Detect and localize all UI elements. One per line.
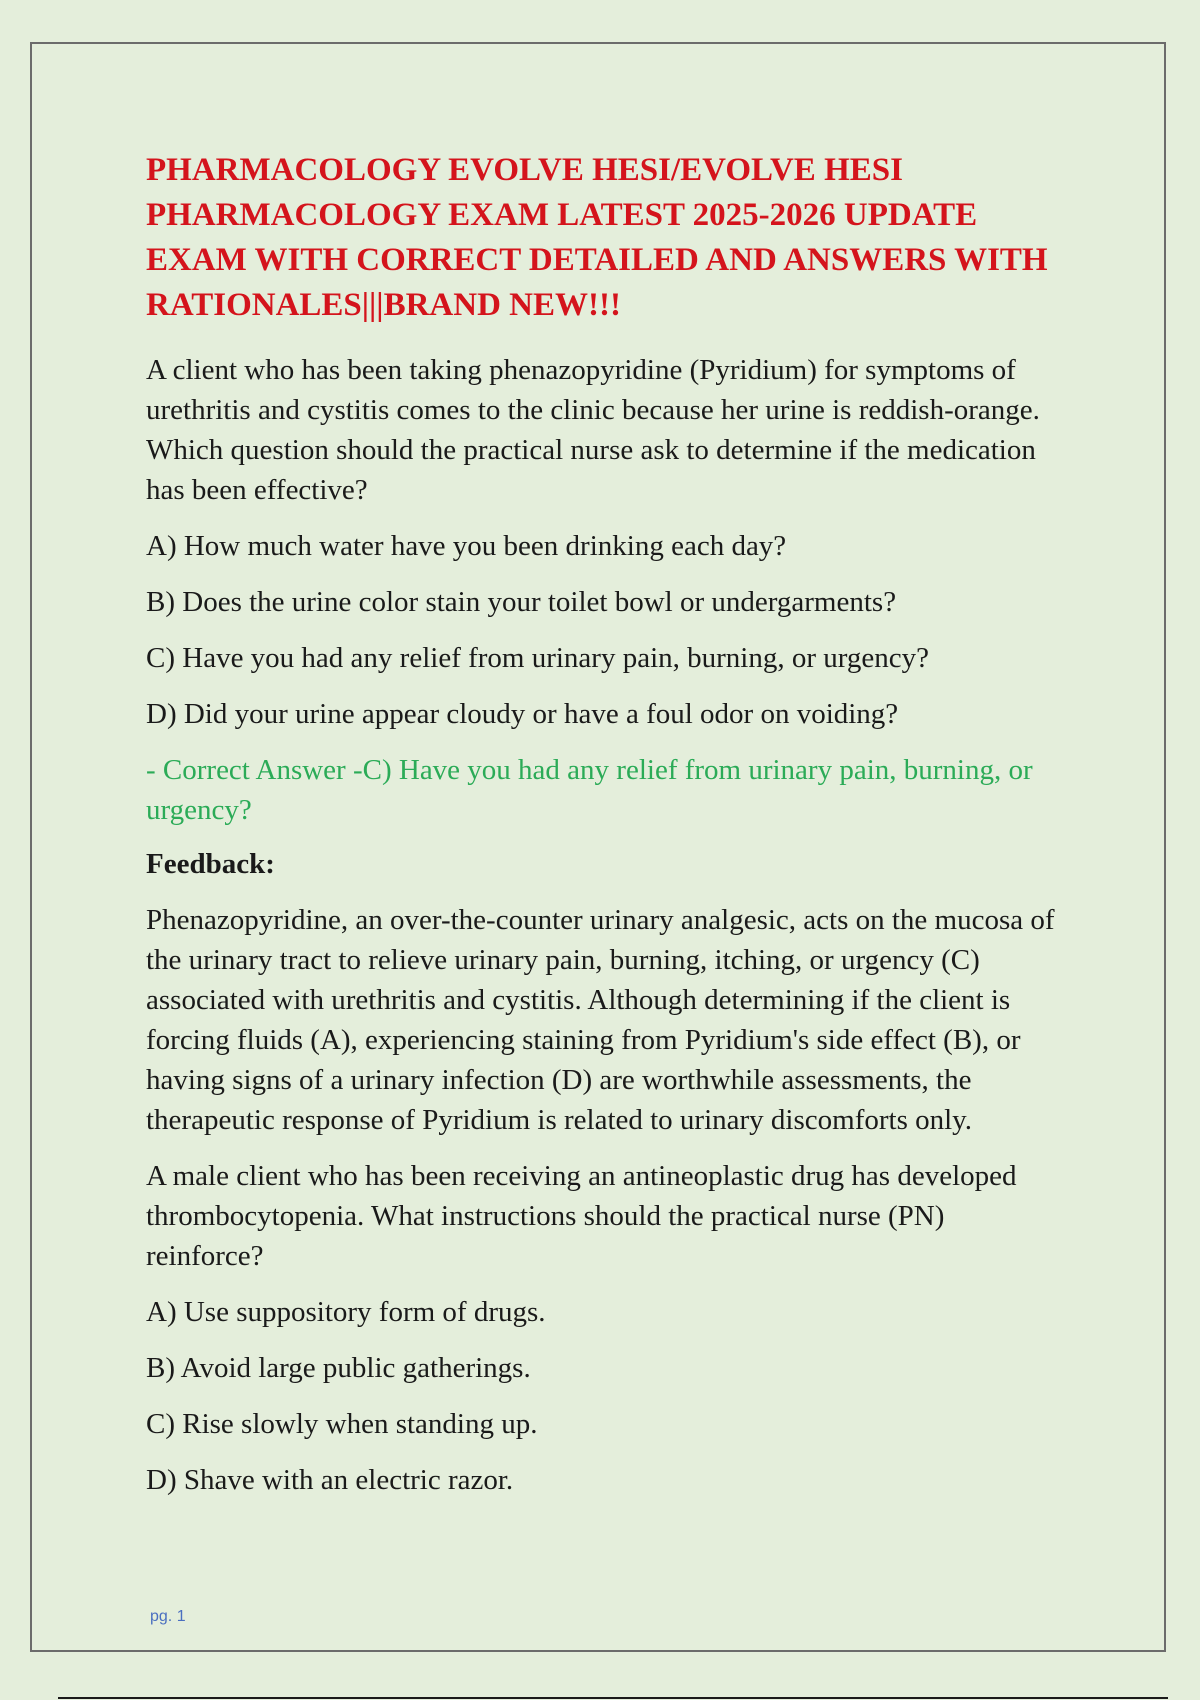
option-b: B) Does the urine color stain your toilet bowl or undergarments? <box>146 586 897 618</box>
option-d: D) Shave with an electric razor. <box>146 1464 514 1496</box>
feedback-heading: Feedback: <box>146 848 275 880</box>
question-stem: A client who has been taking phenazopyridine (Pyridium) for symptoms of urethritis and cystitis comes to the clinic because her urine is reddish-orange. Which question should the practical nurse ask to determine if the medication has been effective? <box>146 354 1040 506</box>
feedback-text: Phenazopyridine, an over-the-counter urinary analgesic, acts on the mucosa of the urinary tract to relieve urinary pain, burning, itching, or urgency (C) associated with urethritis and cystitis. Although determining if the client is forcing fluids (A), experiencing staining from Pyridium's side effect (B), or having signs of a urinary infection (D) are worthwhile assessments, the therapeutic response of Pyridium is related to urinary discomforts only. <box>146 904 1055 1136</box>
correct-answer: - Correct Answer -C) Have you had any relief from urinary pain, burning, or urgency? <box>146 754 1033 826</box>
option-c: C) Rise slowly when standing up. <box>146 1408 538 1440</box>
option-b: B) Avoid large public gatherings. <box>146 1352 531 1384</box>
option-d: D) Did your urine appear cloudy or have a foul odor on voiding? <box>146 698 899 730</box>
option-a: A) Use suppository form of drugs. <box>146 1296 546 1328</box>
page-number: pg. 1 <box>150 1608 186 1625</box>
document-body <box>146 148 1066 1516</box>
option-a: A) How much water have you been drinking each day? <box>146 530 787 562</box>
option-c: C) Have you had any relief from urinary pain, burning, or urgency? <box>146 642 930 674</box>
question-stem: A male client who has been receiving an antineoplastic drug has developed thrombocytopenia. What instructions should the practical nurse (PN) reinforce? <box>146 1160 1017 1272</box>
question-2 <box>146 1156 1066 1500</box>
document-title: PHARMACOLOGY EVOLVE HESI/EVOLVE HESI PHARMACOLOGY EXAM LATEST 2025-2026 UPDATE EXAM WITH CORRECT DETAILED AND ANSWERS WITH RATIONALES|||BRAND NEW!!! <box>146 152 1048 323</box>
question-1 <box>146 350 1066 1140</box>
page-divider <box>58 1697 1168 1699</box>
